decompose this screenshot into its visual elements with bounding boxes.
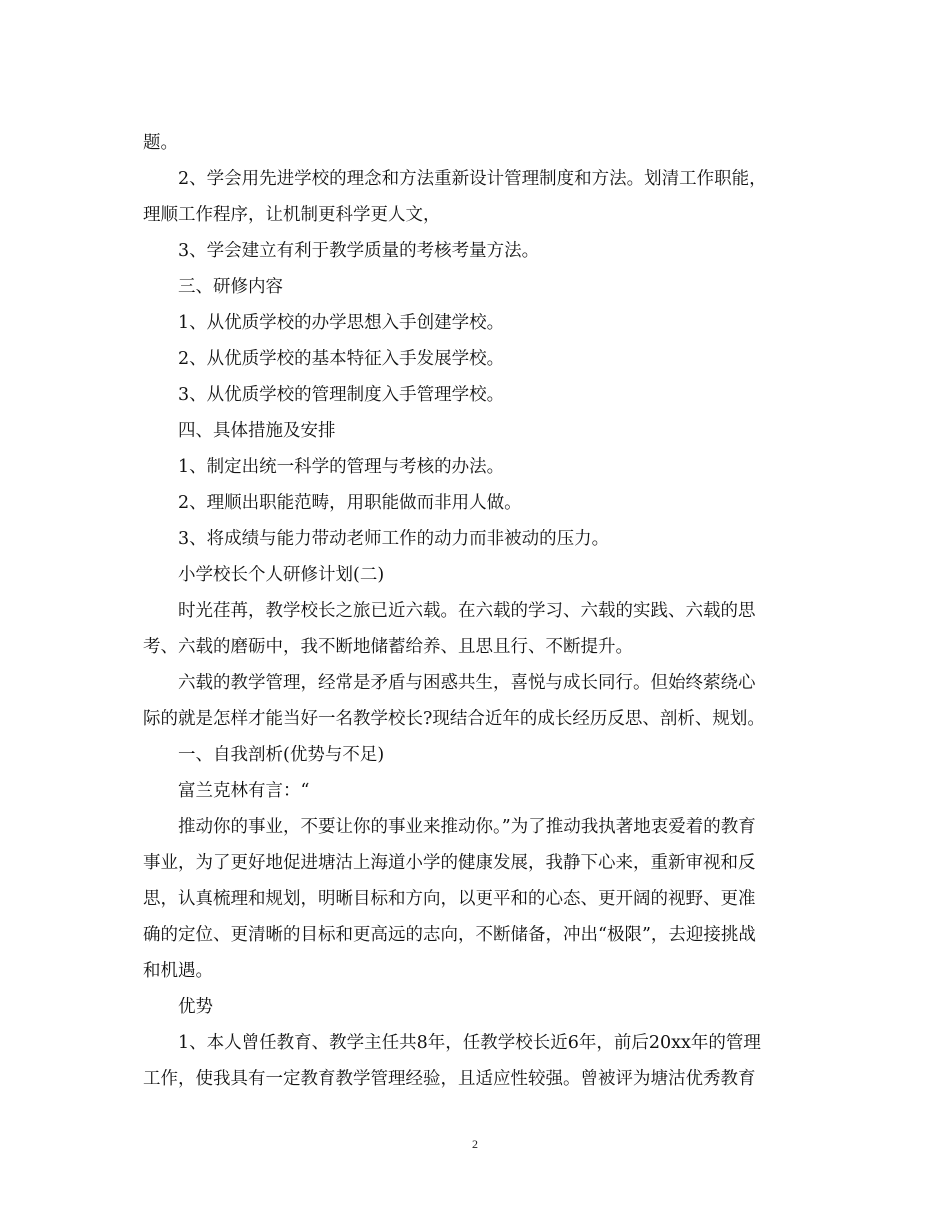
text-line: 优势 xyxy=(178,997,213,1017)
text-line: 3、将成绩与能力带动老师工作的动力而非被动的压力。 xyxy=(178,529,610,549)
text-line: 3、学会建立有利于教学质量的考核考量方法。 xyxy=(178,241,540,261)
text-line: 1、本人曾任教育、教学主任共8年，任教学校长近6年，前后20xx年的管理 xyxy=(178,1033,761,1053)
text-line: 四、具体措施及安排 xyxy=(178,421,336,441)
text-line: 确的定位、更清晰的目标和更高远的志向，不断储备，冲出“极限”，去迎接挑战 xyxy=(143,925,756,945)
text-line: 际的就是怎样才能当好一名教学校长?现结合近年的成长经历反思、剖析、规划。 xyxy=(143,709,765,729)
document-body xyxy=(143,125,813,1097)
text-line: 2、理顺出职能范畴，用职能做而非用人做。 xyxy=(178,493,522,513)
page-number: 2 xyxy=(472,1137,478,1151)
text-line: 题。 xyxy=(143,133,178,153)
text-line: 理顺工作程序，让机制更科学更人文， xyxy=(143,205,441,225)
text-line: 3、从优质学校的管理制度入手管理学校。 xyxy=(178,385,505,405)
text-line: 时光荏苒，教学校长之旅已近六载。在六载的学习、六载的实践、六载的思 xyxy=(178,601,756,621)
text-line: 2、从优质学校的基本特征入手发展学校。 xyxy=(178,349,505,369)
text-line: 事业，为了更好地促进塘沽上海道小学的健康发展，我静下心来，重新审视和反 xyxy=(143,853,756,873)
text-line: 1、制定出统一科学的管理与考核的办法。 xyxy=(178,457,505,477)
text-line: 富兰克林有言：“ xyxy=(178,781,310,801)
text-line: 三、研修内容 xyxy=(178,277,283,297)
text-line: 和机遇。 xyxy=(143,961,213,981)
text-line: 推动你的事业，不要让你的事业来推动你。”为了推动我执著地衷爱着的教育 xyxy=(178,817,756,837)
text-line: 考、六载的磨砺中，我不断地储蓄给养、且思且行、不断提升。 xyxy=(143,637,633,657)
text-line: 2、学会用先进学校的理念和方法重新设计管理制度和方法。划清工作职能， xyxy=(178,169,767,189)
text-line: 六载的教学管理，经常是矛盾与困惑共生，喜悦与成长同行。但始终萦绕心 xyxy=(178,673,756,693)
text-line: 1、从优质学校的办学思想入手创建学校。 xyxy=(178,313,505,333)
text-line: 思，认真梳理和规划，明晰目标和方向，以更平和的心态、更开阔的视野、更准 xyxy=(143,889,756,909)
text-line: 小学校长个人研修计划(二) xyxy=(178,565,385,585)
text-line: 一、自我剖析(优势与不足) xyxy=(178,745,385,765)
text-line: 工作，使我具有一定教育教学管理经验，且适应性较强。曾被评为塘沽优秀教育 xyxy=(143,1069,756,1089)
